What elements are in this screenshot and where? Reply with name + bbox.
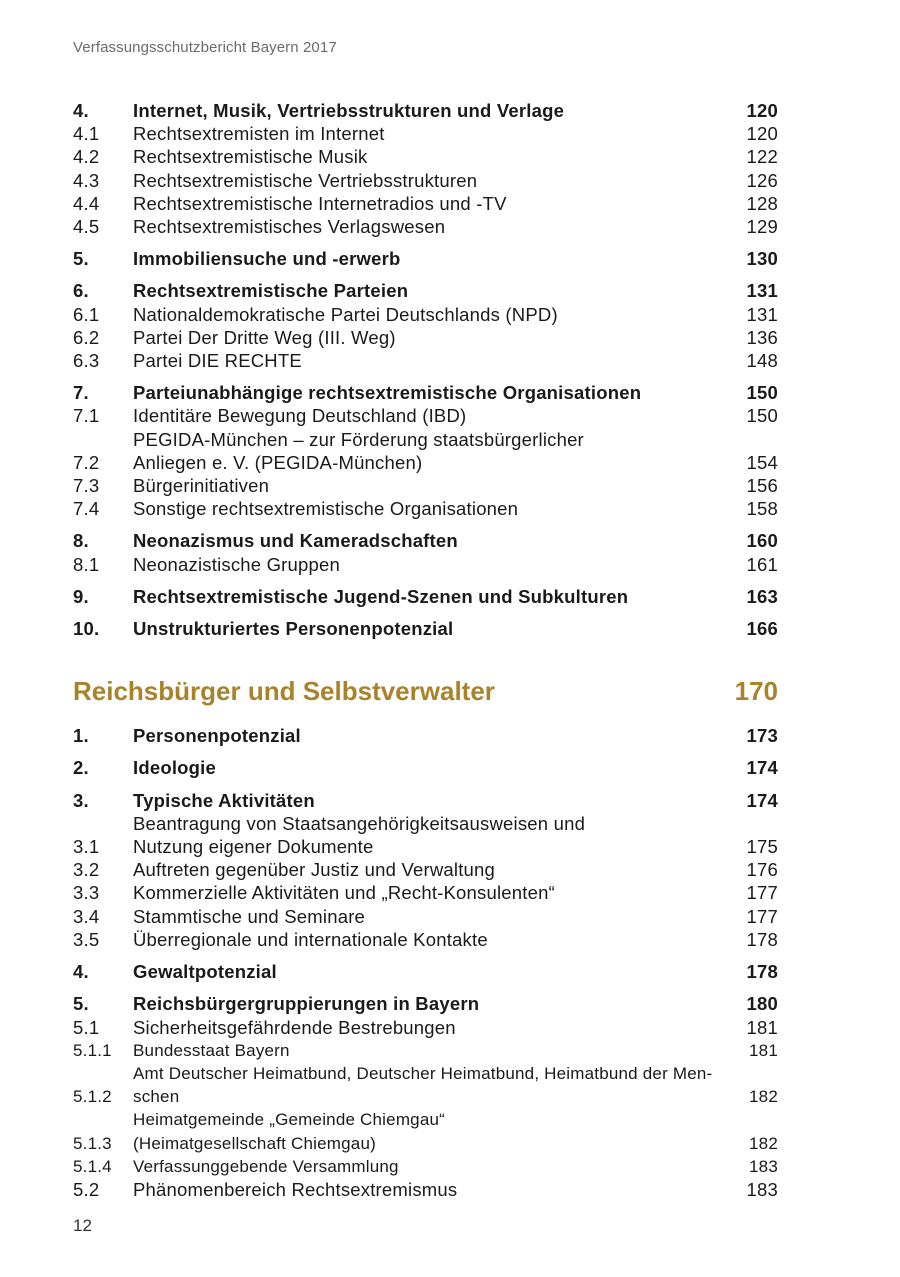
toc-entry (73, 122, 778, 145)
toc-entry-page: 163 (746, 585, 778, 607)
toc-entry (73, 992, 778, 1015)
toc-entry-number: 7.4 (73, 498, 100, 520)
toc-entry-title: Kommerzielle Aktivitäten und „Recht-Konsulenten“ (133, 882, 555, 904)
toc-entry-number: 5.1.2 (73, 1087, 112, 1107)
section-heading (73, 674, 778, 708)
toc-entry-title: Rechtsextremistisches Verlagswesen (133, 216, 446, 238)
toc-entry-title: Parteiunabhängige rechtsextremistische Organisationen (133, 382, 642, 404)
toc-entry-title: Partei DIE RECHTE (133, 350, 302, 372)
toc-entry-title: Stammtische und Seminare (133, 905, 366, 927)
toc-entry-page: 129 (746, 216, 778, 238)
toc-entry-title: Unstrukturiertes Personenpotenzial (133, 618, 454, 640)
toc-entry-page: 120 (746, 123, 778, 145)
toc-entry (73, 169, 778, 192)
toc-entry-title: Amt Deutscher Heimatbund, Deutscher Heimatbund, Heimatbund der Men- schen (133, 1063, 713, 1107)
toc-entry-number: 9. (73, 585, 89, 607)
toc-entry-title: Beantragung von Staatsangehörigkeitsausweisen und Nutzung eigener Dokumente (133, 812, 586, 858)
toc-entry-number: 5. (73, 993, 89, 1015)
section-heading-page: 170 (734, 675, 778, 706)
toc-entry-page: 126 (746, 169, 778, 191)
table-of-contents (73, 99, 778, 1201)
toc-entry-page: 175 (746, 836, 778, 858)
toc-entry-page: 177 (746, 882, 778, 904)
toc-entry-title: Heimatgemeinde „Gemeinde Chiemgau“ (Heimatgesellschaft Chiemgau) (133, 1110, 446, 1153)
toc-entry-page: 150 (746, 382, 778, 404)
toc-entry-page: 180 (746, 993, 778, 1015)
toc-entry-number: 10. (73, 618, 100, 640)
toc-entry (73, 474, 778, 497)
page-number: 12 (73, 1216, 92, 1235)
toc-entry-title: Überregionale und internationale Kontakte (133, 928, 488, 950)
toc-entry-number: 4.2 (73, 146, 100, 168)
toc-entry (73, 215, 778, 238)
toc-entry (73, 881, 778, 904)
toc-entry-page: 166 (746, 618, 778, 640)
toc-entry-number: 7. (73, 382, 89, 404)
toc-entry-title: Personenpotenzial (133, 725, 301, 747)
toc-entry-number: 8. (73, 530, 89, 552)
toc-entry-page: 154 (746, 451, 778, 473)
section-heading-title: Reichsbürger und Selbstverwalter (73, 675, 495, 706)
toc-entry (73, 404, 778, 427)
toc-entry-number: 8.1 (73, 553, 100, 575)
toc-entry-number: 6.1 (73, 303, 100, 325)
toc-entry (73, 1178, 778, 1201)
toc-entry-title: Rechtsextremistische Musik (133, 146, 368, 168)
toc-entry-title: Verfassunggebende Versammlung (133, 1156, 399, 1176)
toc-entry (73, 279, 778, 302)
toc-entry-page: 128 (746, 192, 778, 214)
toc-entry-page: 122 (746, 146, 778, 168)
toc-entry-title: Rechtsextremistische Jugend-Szenen und Subkulturen (133, 585, 629, 607)
toc-entry (73, 905, 778, 928)
toc-entry (73, 585, 778, 608)
toc-entry-number: 4. (73, 100, 89, 121)
toc-entry (73, 1016, 778, 1039)
toc-entry (73, 789, 778, 812)
toc-entry-title: Identitäre Bewegung Deutschland (IBD) (133, 405, 467, 427)
toc-entry-page: 131 (746, 303, 778, 325)
toc-entry-title: Bundesstaat Bayern (133, 1040, 290, 1060)
toc-entry-number: 5.1 (73, 1016, 100, 1038)
toc-entry (73, 960, 778, 983)
toc-entry-title: Sonstige rechtsextremistische Organisationen (133, 498, 519, 520)
running-header: Verfassungsschutzbericht Bayern 2017 (73, 39, 337, 56)
toc-entry-number: 7.3 (73, 475, 100, 497)
toc-entry-number: 7.1 (73, 405, 100, 427)
toc-entry-title: Partei Der Dritte Weg (III. Weg) (133, 326, 396, 348)
toc-entry (73, 812, 778, 858)
toc-entry (73, 497, 778, 520)
toc-entry (73, 381, 778, 404)
toc-entry-title: Neonazismus und Kameradschaften (133, 530, 458, 552)
toc-entry-page: 120 (746, 100, 778, 121)
toc-entry-page: 181 (749, 1040, 778, 1060)
toc-entry-number: 5.1.3 (73, 1133, 112, 1153)
toc-entry (73, 858, 778, 881)
toc-entry-number: 3.2 (73, 859, 100, 881)
toc-entry-page: 150 (746, 405, 778, 427)
toc-entry-number: 4.5 (73, 216, 100, 238)
toc-entry-title: Reichsbürgergruppierungen in Bayern (133, 993, 480, 1015)
toc-entry-number: 6.3 (73, 350, 100, 372)
toc-entry-number: 4.3 (73, 169, 100, 191)
toc-entry-page: 181 (746, 1016, 778, 1038)
toc-entry-page: 158 (746, 498, 778, 520)
toc-entry-number: 4.1 (73, 123, 100, 145)
toc-entry (73, 1039, 778, 1062)
toc-entry (73, 145, 778, 168)
toc-entry (73, 428, 778, 474)
toc-entry-page: 148 (746, 350, 778, 372)
toc-entry (73, 326, 778, 349)
toc-entry-title: Nationaldemokratische Partei Deutschlands (NPD) (133, 303, 558, 325)
toc-entry-page: 174 (746, 757, 778, 779)
toc-entry-number: 3. (73, 789, 89, 811)
toc-entry-page: 156 (746, 475, 778, 497)
toc-entry-number: 7.2 (73, 451, 100, 473)
toc-entry (73, 192, 778, 215)
toc-entry-title: Rechtsextremistische Parteien (133, 280, 409, 302)
toc-entry-title: Gewaltpotenzial (133, 961, 277, 983)
toc-entry-number: 3.5 (73, 928, 100, 950)
toc-entry-page: 161 (746, 553, 778, 575)
toc-entry-number: 5.1.4 (73, 1156, 112, 1176)
toc-part-2 (73, 724, 778, 1201)
toc-entry-page: 176 (746, 859, 778, 881)
toc-entry (73, 99, 778, 122)
toc-entry-page: 131 (746, 280, 778, 302)
toc-entry-number: 5.2 (73, 1178, 100, 1200)
toc-entry-title: Internet, Musik, Vertriebsstrukturen und Verlage (133, 100, 565, 121)
toc-entry (73, 247, 778, 270)
toc-entry-title: Rechtsextremistische Internetradios und -TV (133, 192, 507, 214)
toc-entry-title: Sicherheitsgefährdende Bestrebungen (133, 1016, 456, 1038)
toc-entry-title: Bürgerinitiativen (133, 475, 270, 497)
toc-part-1 (73, 99, 778, 640)
toc-entry-number: 5. (73, 248, 89, 270)
toc-entry-page: 136 (746, 326, 778, 348)
toc-entry (73, 617, 778, 640)
toc-entry (73, 553, 778, 576)
toc-entry-title: Neonazistische Gruppen (133, 553, 340, 575)
toc-entry-page: 178 (746, 928, 778, 950)
toc-entry-number: 1. (73, 725, 89, 747)
toc-entry-title: PEGIDA-München – zur Förderung staatsbürgerlicher Anliegen e. V. (PEGIDA-München) (133, 428, 584, 473)
toc-entry-number: 4.4 (73, 192, 100, 214)
toc-entry (73, 349, 778, 372)
toc-entry (73, 756, 778, 779)
toc-entry-page: 177 (746, 905, 778, 927)
toc-entry-title: Rechtsextremistische Vertriebsstrukturen (133, 169, 478, 191)
toc-entry-number: 4. (73, 961, 89, 983)
toc-entry-page: 130 (746, 248, 778, 270)
toc-entry-number: 6.2 (73, 326, 100, 348)
toc-entry-page: 174 (746, 789, 778, 811)
toc-entry-title: Ideologie (133, 757, 216, 779)
toc-entry-page: 182 (749, 1087, 778, 1107)
toc-entry-number: 5.1.1 (73, 1040, 112, 1060)
toc-entry-number: 2. (73, 757, 89, 779)
toc-entry-title: Typische Aktivitäten (133, 789, 315, 811)
toc-entry (73, 303, 778, 326)
toc-entry-page: 183 (746, 1178, 778, 1200)
toc-entry-page: 182 (749, 1133, 778, 1153)
toc-entry (73, 1108, 778, 1154)
toc-entry (73, 529, 778, 552)
toc-entry-page: 173 (746, 725, 778, 747)
toc-entry-number: 3.3 (73, 882, 100, 904)
toc-entry (73, 724, 778, 747)
toc-entry-page: 183 (749, 1156, 778, 1176)
toc-entry-number: 3.4 (73, 905, 100, 927)
toc-entry-page: 160 (746, 530, 778, 552)
toc-entry-title: Phänomenbereich Rechtsextremismus (133, 1178, 458, 1200)
toc-entry (73, 928, 778, 951)
toc-entry-title: Immobiliensuche und -erwerb (133, 248, 401, 270)
toc-entry-page: 178 (746, 961, 778, 983)
toc-entry-title: Auftreten gegenüber Justiz und Verwaltung (133, 859, 495, 881)
toc-entry (73, 1155, 778, 1178)
toc-entry-title: Rechtsextremisten im Internet (133, 123, 385, 145)
toc-entry-number: 6. (73, 280, 89, 302)
toc-entry (73, 1062, 778, 1108)
toc-entry-number: 3.1 (73, 836, 100, 858)
